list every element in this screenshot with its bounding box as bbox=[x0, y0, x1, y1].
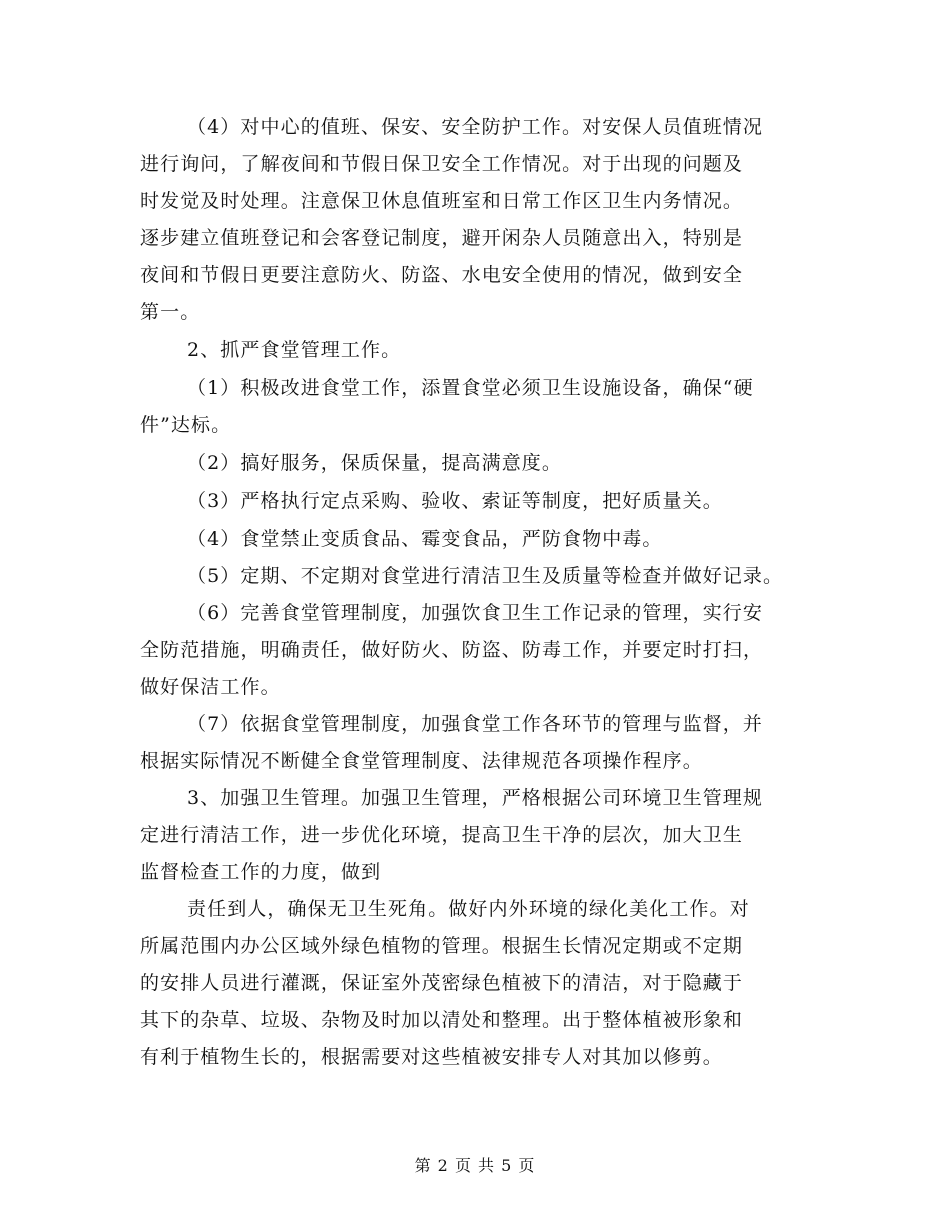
text-line: （5）定期、不定期对食堂进行清洁卫生及质量等检查并做好记录。 bbox=[187, 565, 784, 587]
text-line: 所属范围内办公区域外绿色植物的管理。根据生长情况定期或不定期 bbox=[140, 935, 744, 957]
text-line: （4）对中心的值班、保安、安全防护工作。对安保人员值班情况 bbox=[187, 116, 763, 138]
text-line: 根据实际情况不断健全食堂管理制度、法律规范各项操作程序。 bbox=[140, 750, 703, 772]
text-line: 做好保洁工作。 bbox=[140, 676, 281, 698]
text-line: 的安排人员进行灌溉，保证室外茂密绿色植被下的清洁，对于隐藏于 bbox=[140, 972, 744, 994]
text-line: 时发觉及时处理。注意保卫休息值班室和日常工作区卫生内务情况。 bbox=[140, 190, 744, 212]
text-line: （2）搞好服务，保质保量，提高满意度。 bbox=[187, 452, 562, 474]
text-line: 责任到人，确保无卫生死角。做好内外环境的绿化美化工作。对 bbox=[187, 898, 750, 920]
text-line: （3）严格执行定点采购、验收、索证等制度，把好质量关。 bbox=[187, 490, 723, 512]
section-heading: 2、抓严食堂管理工作。 bbox=[187, 339, 402, 361]
text-line: 有利于植物生长的，根据需要对这些植被安排专人对其加以修剪。 bbox=[140, 1046, 723, 1068]
text-line: （7）依据食堂管理制度，加强食堂工作各环节的管理与监督，并 bbox=[187, 713, 763, 735]
text-line: （6）完善食堂管理制度，加强饮食卫生工作记录的管理，实行安 bbox=[187, 602, 763, 624]
text-line: （1）积极改进食堂工作，添置食堂必须卫生设施设备，确保“硬 bbox=[187, 377, 754, 399]
text-line: 定进行清洁工作，进一步优化环境，提高卫生干净的层次，加大卫生 bbox=[140, 824, 744, 846]
text-line: 逐步建立值班登记和会客登记制度，避开闲杂人员随意出入，特别是 bbox=[140, 227, 744, 249]
text-line: （4）食堂禁止变质食品、霉变食品，严防食物中毒。 bbox=[187, 528, 663, 550]
text-line: 夜间和节假日更要注意防火、防盗、水电安全使用的情况，做到安全 bbox=[140, 264, 744, 286]
text-line: 件”达标。 bbox=[140, 414, 232, 436]
page-number-footer: 第 2 页 共 5 页 bbox=[414, 1156, 536, 1175]
section-heading: 3、加强卫生管理。加强卫生管理，严格根据公司环境卫生管理规 bbox=[187, 787, 763, 809]
text-line: 全防范措施，明确责任，做好防火、防盗、防毒工作，并要定时打扫， bbox=[140, 639, 764, 661]
text-line: 进行询问，了解夜间和节假日保卫安全工作情况。对于出现的问题及 bbox=[140, 153, 744, 175]
text-line: 第一。 bbox=[140, 301, 201, 323]
text-line: 监督检查工作的力度，做到 bbox=[140, 861, 382, 883]
text-line: 其下的杂草、垃圾、杂物及时加以清处和整理。出于整体植被形象和 bbox=[140, 1009, 744, 1031]
